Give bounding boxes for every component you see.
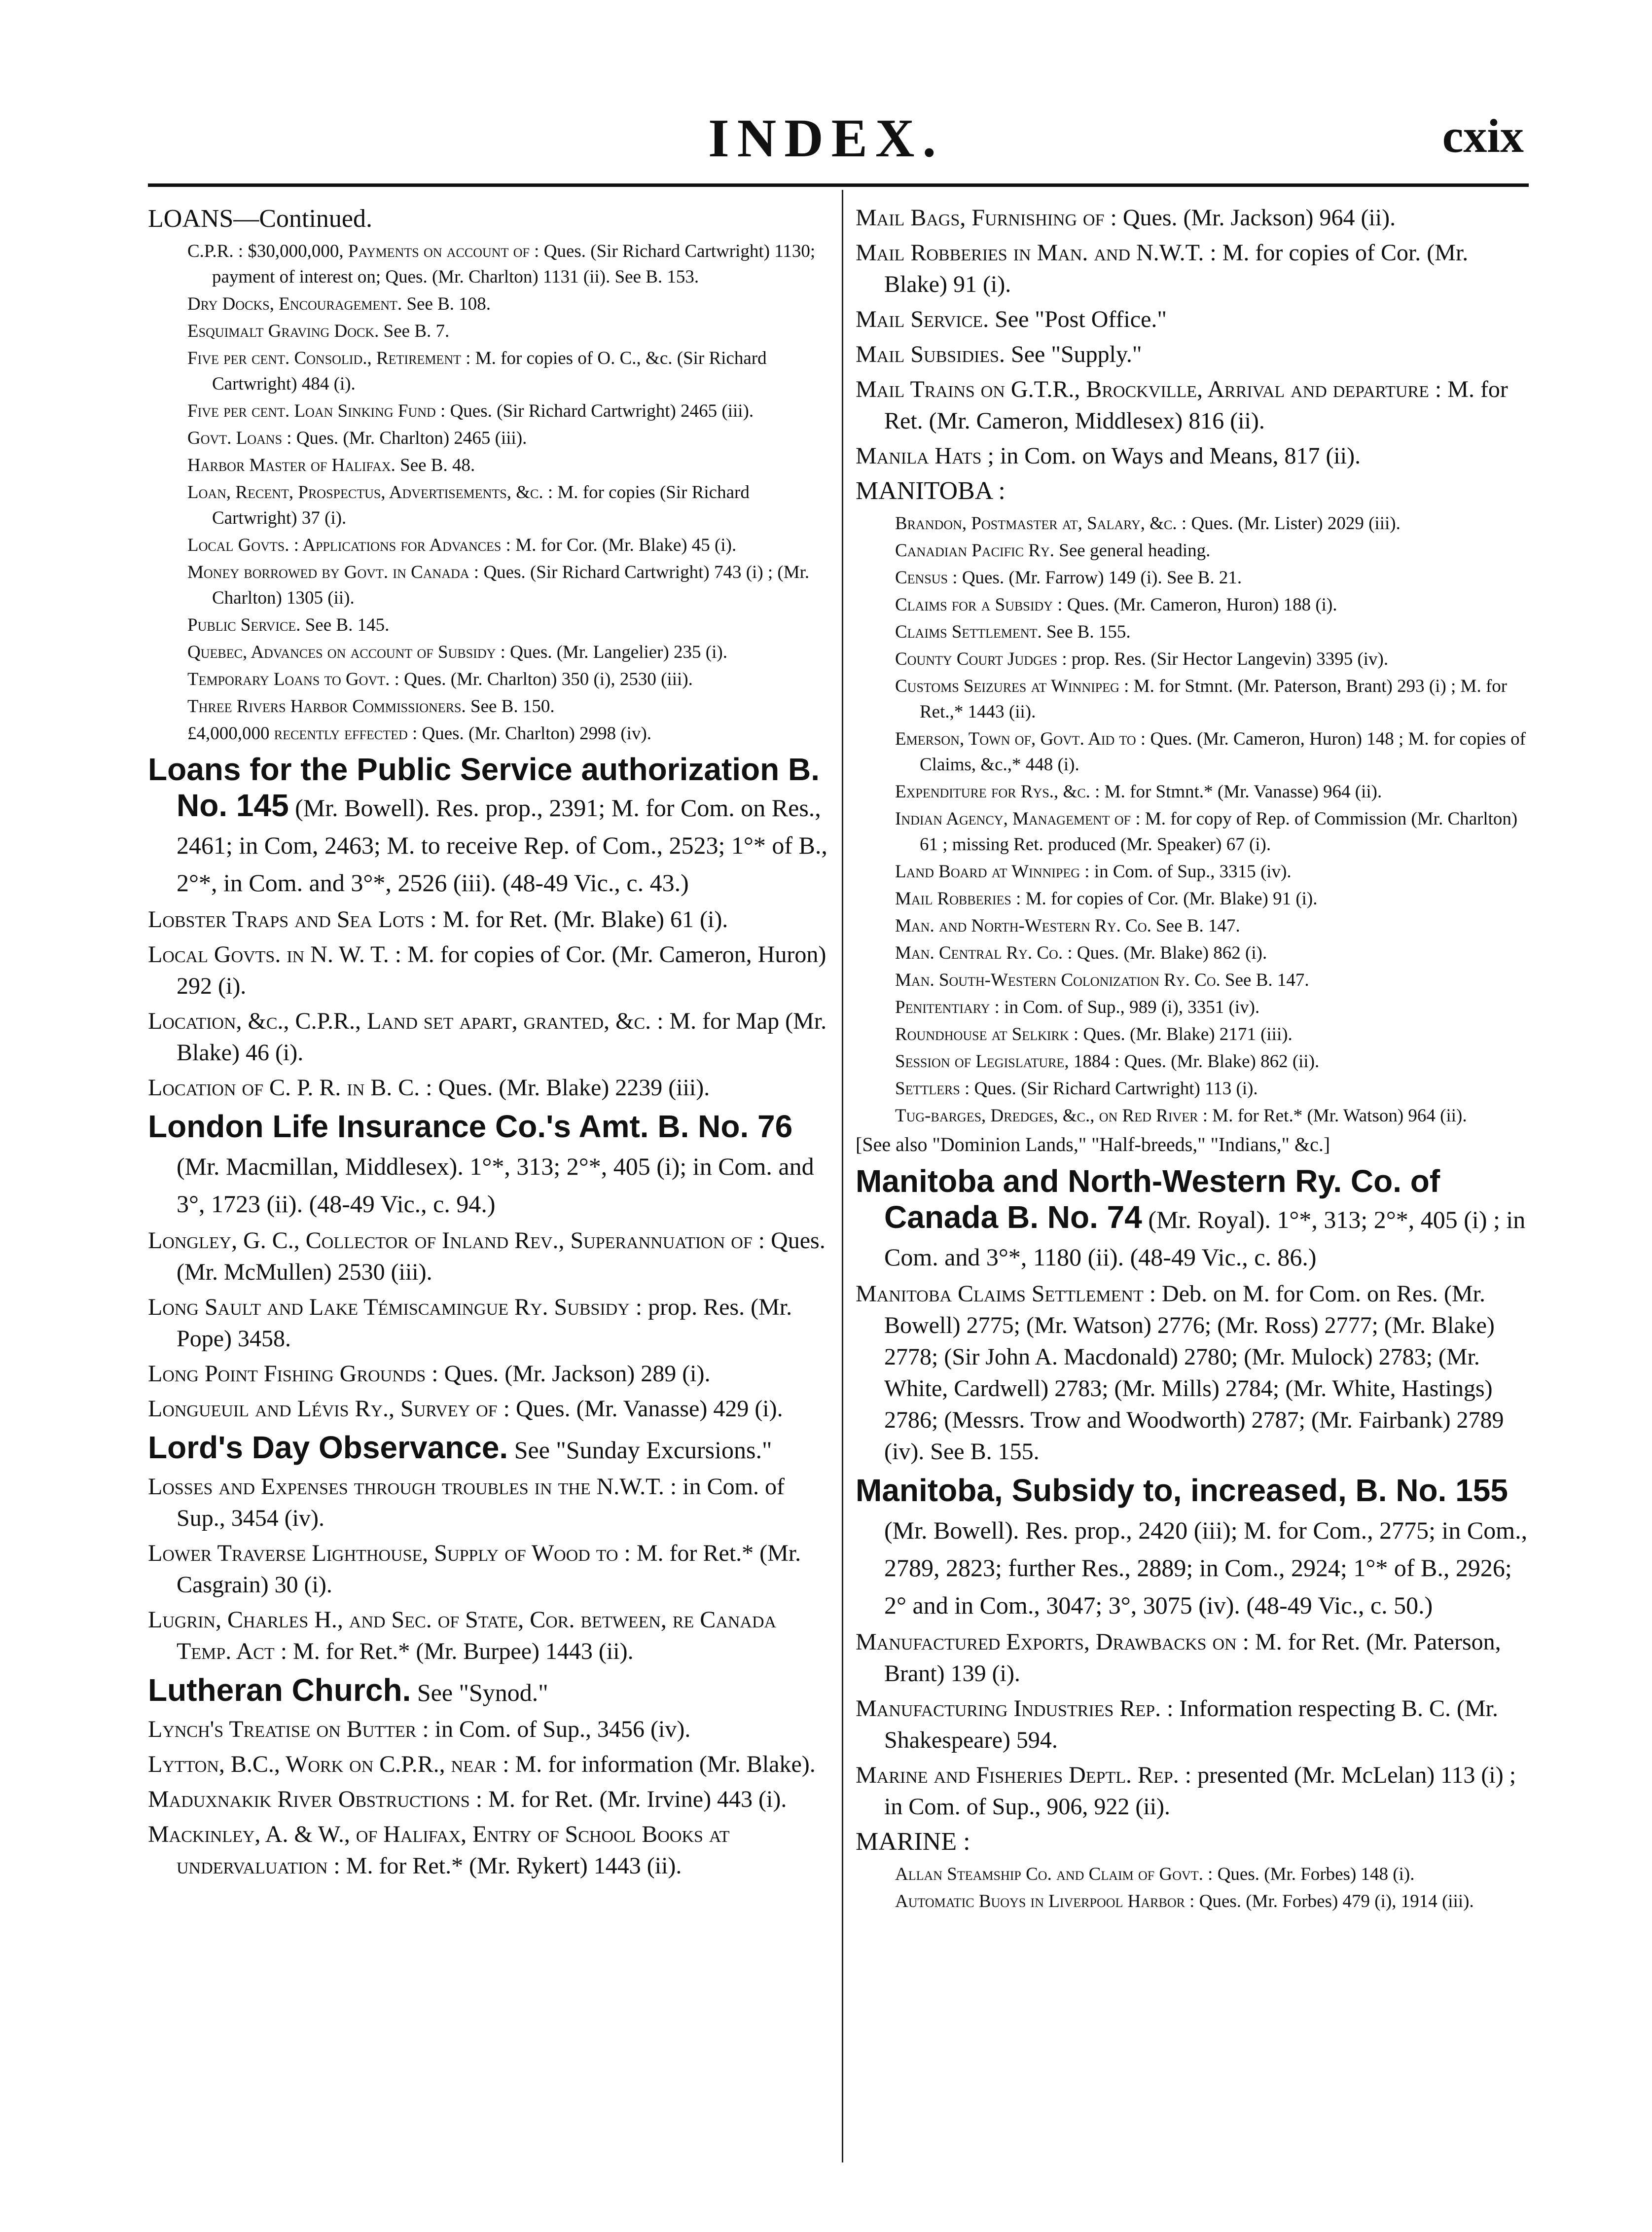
entry-heading: Lynch's Treatise on Butter : [148,1716,429,1742]
entry-heading: Lutheran Church. [148,1672,411,1708]
index-entry [148,1006,828,1069]
entry-heading: Mail Robberies in Man. and N.W.T. : [856,240,1217,266]
entry-heading: Three Rivers Harbor Commissioners. [187,696,466,717]
index-subentry [148,533,828,558]
entry-heading: Census : [895,568,958,588]
index-entry [856,1626,1529,1690]
entry-heading: London Life Insurance Co.'s Amt. B. No. 76 [148,1109,793,1144]
entry-heading: Session of Legislature, 1884 : [895,1051,1120,1072]
entry-references: in Com. of Sup., 3454 (iv). [177,1474,785,1531]
entry-heading: Five per cent. Consolid., Retirement : [187,348,471,368]
entry-heading: Manitoba, Subsidy to, increased, B. No. 155 [856,1473,1508,1508]
entry-references: Ques. (Mr. Jackson) 964 (ii). [1116,205,1396,231]
entry-heading: Money borrowed by Govt. in Canada : [187,562,479,582]
entry-heading: Loan, Recent, Prospectus, Advertisements, &c. : [187,482,553,503]
entry-references: See B. 150. [466,696,555,717]
index-entry [148,1604,828,1667]
column-divider [842,190,843,2162]
index-entry [856,1760,1529,1823]
entry-heading: Five per cent. Loan Sinking Fund : [187,401,446,421]
entry-heading: Marine and Fisheries Deptl. Rep. : [856,1762,1192,1788]
entry-references: Ques. (Sir Richard Cartwright) 113 (i). [970,1079,1258,1099]
index-entry [148,1749,828,1780]
entry-references: M. for Ret.* (Mr. Rykert) 1443 (ii). [340,1853,682,1879]
entry-heading: Manitoba Claims Settlement : [856,1281,1156,1307]
entry-references: M. for copies of O. C., &c. (Sir Richard Cartwright) 484 (i). [212,348,767,394]
entry-heading: Roundhouse at Selkirk : [895,1024,1079,1044]
index-subentry [856,913,1529,939]
entry-references: Ques. (Mr. Forbes) 479 (i), 1914 (iii). [1194,1891,1474,1911]
entry-heading: Land Board at Winnipeg : [895,862,1090,882]
entry-references: Ques. (Mr. Charlton) 2998 (iv). [417,723,652,744]
entry-references: (Mr. Royal). 1°*, 313; 2°*, 405 (i) ; in Com. and 3°*, 1180 (ii). (48-49 Vic., c. 86.) [884,1206,1526,1271]
entry-references: M. for Ret.* (Mr. Watson) 964 (ii). [1208,1106,1467,1126]
entry-heading: Govt. Loans : [187,428,292,448]
right-column [856,202,1529,1916]
entry-heading: Canadian Pacific Ry. [895,540,1055,561]
entry-references: M. for Ret.* (Mr. Burpee) 1443 (ii). [287,1638,634,1664]
entry-references: Deb. on M. for Com. on Res. (Mr. Bowell) 2775; (Mr. Watson) 2776; (Mr. Ross) 2777; (Mr. Blake) 2778; (Sir John A. Macdonald) 2780; (Mr. Mulock) 2783; (Mr. White, Cardwell) 2783; (Mr. Mills) 2784; (Mr. White, Hastings) 2786; (Messrs. Trow and Woodworth) 2787; (Mr. Fairbank) 2789 (iv). See B. 155. [884,1281,1504,1465]
index-subentry [856,538,1529,564]
index-subentry [856,995,1529,1020]
entry-references: in Com. on Ways and Means, 817 (ii). [994,443,1361,469]
entry-heading: Lower Traverse Lighthouse, Supply of Wood to : [148,1540,631,1566]
entry-references: M. for Ret. (Mr. Paterson, Brant) 139 (i). [884,1629,1501,1687]
section-heading: MANITOBA : [856,477,1006,505]
entry-heading: Lord's Day Observance. [148,1430,508,1465]
index-subentry [856,859,1529,885]
entry-heading: Manila Hats ; [856,443,994,469]
entry-references: Ques. (Mr. Charlton) 350 (i), 2530 (iii). [399,669,693,689]
entry-heading: £4,000,000 recently effected : [187,723,418,744]
index-subentry [856,1862,1529,1887]
entry-references: Ques. (Mr. Blake) 2171 (iii). [1078,1024,1293,1044]
entry-heading: Claims Settlement. [895,622,1042,642]
entry-references: See B. 147. [1151,916,1240,936]
entry-heading: Long Sault and Lake Témiscamingue Ry. Subsidy : [148,1294,643,1320]
index-subentry [856,779,1529,805]
entry-references: Ques. (Mr. Forbes) 148 (i). [1213,1864,1415,1884]
entry-references: M. for Stmnt. (Mr. Paterson, Brant) 293 (i) ; M. for Ret.,* 1443 (ii). [920,676,1508,722]
index-subentry [148,453,828,478]
index-subentry [856,968,1529,993]
page-number: cxix [1442,109,1524,162]
index-entry [856,1473,1529,1623]
index-entry [148,1471,828,1534]
index-entry [148,1109,828,1222]
entry-heading: Expenditure for Rys., &c. : [895,782,1100,802]
entry-references: See "Post Office." [989,306,1167,332]
entry-heading: Longueuil and Lévis Ry., Survey of : [148,1396,510,1422]
entry-heading: Man. Central Ry. Co. : [895,943,1073,963]
index-entry [148,1714,828,1745]
entry-heading: Quebec, Advances on account of Subsidy : [187,642,505,662]
entry-references: M. for Cor. (Mr. Blake) 45 (i). [510,535,737,555]
entry-references: (Mr. Bowell). Res. prop., 2420 (iii); M. for Com., 2775; in Com., 2789, 2823; further Res., 2889; in Com., 2924; 1°* of B., 2926; 2° and in Com., 3047; 3°, 3075 (iv). (48-49 Vic., c. 50.) [884,1516,1528,1619]
entry-heading: County Court Judges : [895,649,1067,669]
index-entry [856,202,1529,234]
index-subentry [148,694,828,720]
page-title: INDEX. [708,108,944,168]
index-entry [856,304,1529,335]
index-subentry [856,1022,1529,1047]
entry-heading: Penitentiary : [895,997,1000,1017]
entry-references: M. for Ret. (Mr. Blake) 61 (i). [436,906,728,933]
entry-heading: Loans for the Public Service authorization B. No. 145 [148,752,820,823]
entry-heading: Brandon, Postmaster at, Salary, &c. : [895,513,1187,534]
entry-references: M. for copies of Cor. (Mr. Cameron, Huron) 292 (i). [177,941,826,999]
entry-references: Ques. (Mr. Lister) 2029 (iii). [1186,513,1401,534]
entry-heading: Local Govts. in N. W. T. : [148,941,402,968]
entry-heading: Temporary Loans to Govt. : [187,669,399,689]
entry-references: in Com. of Sup., 989 (i), 3351 (iv). [999,997,1260,1017]
entry-references: M. for Ret.* (Mr. Casgrain) 30 (i). [177,1540,801,1598]
entry-references: (Mr. Bowell). Res. prop., 2391; M. for Com. on Res., 2461; in Com, 2463; M. to receive Rep. of Com., 2523; 1°* of B., 2°*, in Com. and 3°*, 2526 (iii). (48-49 Vic., c. 43.) [177,794,827,897]
entry-references: Ques. (Mr. Langelier) 235 (i). [505,642,727,662]
entry-heading: Esquimalt Graving Dock. [187,321,379,341]
entry-heading: Indian Agency, Management of : [895,809,1141,829]
index-entry [856,374,1529,437]
index-entry [856,339,1529,370]
entry-references: Ques. (Mr. Charlton) 2465 (iii). [291,428,527,448]
index-entry [148,1819,828,1882]
entry-references: (Mr. Macmillan, Middlesex). 1°*, 313; 2°*, 405 (i); in Com. and 3°, 1723 (ii). (48-49 Vic., c. 94.) [177,1152,814,1218]
entry-heading: Claims for a Subsidy : [895,595,1063,615]
entry-heading: Local Govts. : Applications for Advances : [187,535,511,555]
entry-heading: Emerson, Town of, Govt. Aid to : [895,729,1146,749]
entry-references: prop. Res. (Mr. Pope) 3458. [177,1294,792,1352]
index-subentry [148,612,828,638]
entry-heading: Location of C. P. R. in B. C. : [148,1075,432,1101]
index-entry [148,1784,828,1815]
entry-heading: Location, &c., C.P.R., Land set apart, granted, &c. : [148,1008,664,1034]
entry-heading: Public Service. [187,615,301,635]
index-subentry [856,511,1529,537]
index-entry [148,939,828,1002]
index-entry [856,1163,1529,1275]
section-heading: MARINE : [856,1828,970,1856]
index-subentry [148,346,828,397]
index-entry [148,1358,828,1390]
entry-references: M. for Ret. (Mr. Cameron, Middlesex) 816 (ii). [884,376,1508,434]
entry-references: See "Sunday Excursions." [508,1436,772,1464]
entry-references: Ques. (Sir Richard Cartwright) 1130; payment of interest on; Ques. (Mr. Charlton) 1131 (ii). See B. 153. [212,241,816,287]
entry-heading: Mackinley, A. & W., of Halifax, Entry of School Books at undervaluation : [148,1821,730,1879]
entry-heading: Mail Robberies : [895,889,1021,909]
entry-references: M. for Ret. (Mr. Irvine) 443 (i). [482,1786,787,1812]
entry-references: Ques. (Sir Richard Cartwright) 2465 (iii). [445,401,754,421]
index-entry [148,904,828,936]
left-column [148,202,828,1885]
entry-references: See B. 147. [1220,970,1309,990]
entry-heading: Lytton, B.C., Work on C.P.R., near : [148,1751,509,1777]
entry-references: Ques. (Mr. Cameron, Huron) 188 (i). [1062,595,1337,615]
index-entry [148,1393,828,1425]
index-subentry [856,619,1529,645]
entry-references: M. for copies of Cor. (Mr. Blake) 91 (i). [1021,889,1318,909]
index-subentry [148,319,828,344]
index-entry [148,1072,828,1104]
entry-references: prop. Res. (Sir Hector Langevin) 3395 (iv). [1067,649,1389,669]
entry-heading: Automatic Buoys in Liverpool Harbor : [895,1891,1195,1911]
entry-references: See B. 7. [379,321,450,341]
index-subentry [856,1076,1529,1102]
entry-references: Ques. (Mr. Vanasse) 429 (i). [509,1396,783,1422]
index-entry [148,1225,828,1288]
entry-references: M. for information (Mr. Blake). [509,1751,816,1777]
entry-heading: Mail Trains on G.T.R., Brockville, Arrival and departure : [856,376,1442,402]
entry-heading: Mail Service. [856,306,989,332]
entry-references: See "Synod." [411,1679,548,1706]
entry-heading: Mail Bags, Furnishing of : [856,205,1117,231]
index-entry [148,752,828,900]
index-subentry [856,726,1529,778]
index-subentry [856,886,1529,912]
entry-references: M. for Map (Mr. Blake) 46 (i). [177,1008,827,1066]
entry-references: Ques. (Mr. Blake) 862 (i). [1072,943,1267,963]
index-subentry [148,398,828,424]
entry-heading: Long Point Fishing Grounds : [148,1361,438,1387]
entry-references: See B. 145. [300,615,390,635]
entry-references: Ques. (Mr. Jackson) 289 (i). [438,1361,711,1387]
index-entry [856,440,1529,472]
entry-heading: Mail Subsidies. [856,341,1006,367]
entry-references: See "Supply." [1005,341,1142,367]
index-subentry [856,674,1529,725]
entry-heading: Allan Steamship Co. and Claim of Govt. : [895,1864,1213,1884]
index-entry [856,1278,1529,1468]
section-heading: LOANS—Continued. [148,205,372,233]
index-entry [148,1430,828,1468]
index-subentry [856,565,1529,591]
index-subentry [148,480,828,531]
entry-references: Ques. (Mr. Cameron, Huron) 148 ; M. for copies of Claims, &c.,* 448 (i). [920,729,1526,775]
entry-heading: Harbor Master of Halifax. [187,455,395,475]
entry-heading: Manufactured Exports, Drawbacks on : [856,1629,1250,1655]
index-subentry [148,560,828,611]
entry-references: Ques. (Mr. Farrow) 149 (i). See B. 21. [957,568,1242,588]
entry-references: Ques. (Mr. Blake) 862 (ii). [1119,1051,1320,1072]
entry-references: in Com. of Sup., 3456 (iv). [429,1716,691,1742]
index-subentry [856,1103,1529,1129]
index-entry [148,1538,828,1601]
entry-references: M. for copies (Sir Richard Cartwright) 37 (i). [212,482,750,528]
index-subentry [856,647,1529,672]
entry-references: See B. 108. [402,294,491,314]
index-entry [856,1693,1529,1756]
entry-references: M. for copies of Cor. (Mr. Blake) 91 (i). [884,240,1469,297]
entry-heading: Lugrin, Charles H., and Sec. of State, Cor. between, re Canada Temp. Act : [148,1607,777,1664]
index-subentry [856,940,1529,966]
entry-references: Ques. (Mr. Blake) 2239 (iii). [432,1075,710,1101]
entry-heading: Manitoba and North-Western Ry. Co. of Canada B. No. 74 [856,1163,1440,1235]
entry-references: See B. 48. [395,455,475,475]
entry-heading: Dry Docks, Encouragement. [187,294,402,314]
entry-heading: Tug-barges, Dredges, &c., on Red River : [895,1106,1208,1126]
cross-reference-note: [See also "Dominion Lands," "Half-breeds," "Indians," &c.] [856,1133,1330,1155]
entry-references: M. for Stmnt.* (Mr. Vanasse) 964 (ii). [1100,782,1382,802]
index-subentry [148,721,828,747]
index-subentry [148,667,828,692]
entry-heading: Man. and North-Western Ry. Co. [895,916,1151,936]
entry-heading: C.P.R. : $30,000,000, Payments on account of : [187,241,539,261]
entry-heading: Longley, G. C., Collector of Inland Rev., Superannuation of : [148,1227,765,1254]
index-subentry [148,291,828,317]
entry-references: presented (Mr. McLelan) 113 (i) ; in Com. of Sup., 906, 922 (ii). [884,1762,1516,1820]
entry-references: Information respecting B. C. (Mr. Shakespeare) 594. [884,1695,1498,1753]
entry-references: Ques. (Mr. McMullen) 2530 (iii). [177,1227,826,1285]
entry-references: See B. 155. [1041,622,1131,642]
entry-heading: Settlers : [895,1079,970,1099]
entry-references: in Com. of Sup., 3315 (iv). [1089,862,1292,882]
index-subentry [856,1889,1529,1914]
entry-heading: Customs Seizures at Winnipeg : [895,676,1129,696]
index-subentry [148,239,828,290]
index-entry [148,1672,828,1710]
index-subentry [856,1049,1529,1075]
index-subentry [148,640,828,665]
entry-references: Ques. (Sir Richard Cartwright) 743 (i) ; (Mr. Charlton) 1305 (ii). [212,562,810,608]
index-subentry [148,426,828,451]
index-entry [148,1292,828,1355]
entry-heading: Lobster Traps and Sea Lots : [148,906,437,933]
entry-heading: Maduxnakik River Obstructions : [148,1786,483,1812]
index-subentry [856,806,1529,858]
entry-references: M. for copy of Rep. of Commission (Mr. Charlton) 61 ; missing Ret. produced (Mr. Speaker) 67 (i). [920,809,1518,855]
index-subentry [856,592,1529,618]
index-entry [856,237,1529,300]
entry-heading: Man. South-Western Colonization Ry. Co. [895,970,1221,990]
entry-heading: Losses and Expenses through troubles in the N.W.T. : [148,1474,677,1500]
header-rule [148,183,1529,187]
entry-heading: Manufacturing Industries Rep. : [856,1695,1174,1722]
entry-references: See general heading. [1054,540,1211,561]
